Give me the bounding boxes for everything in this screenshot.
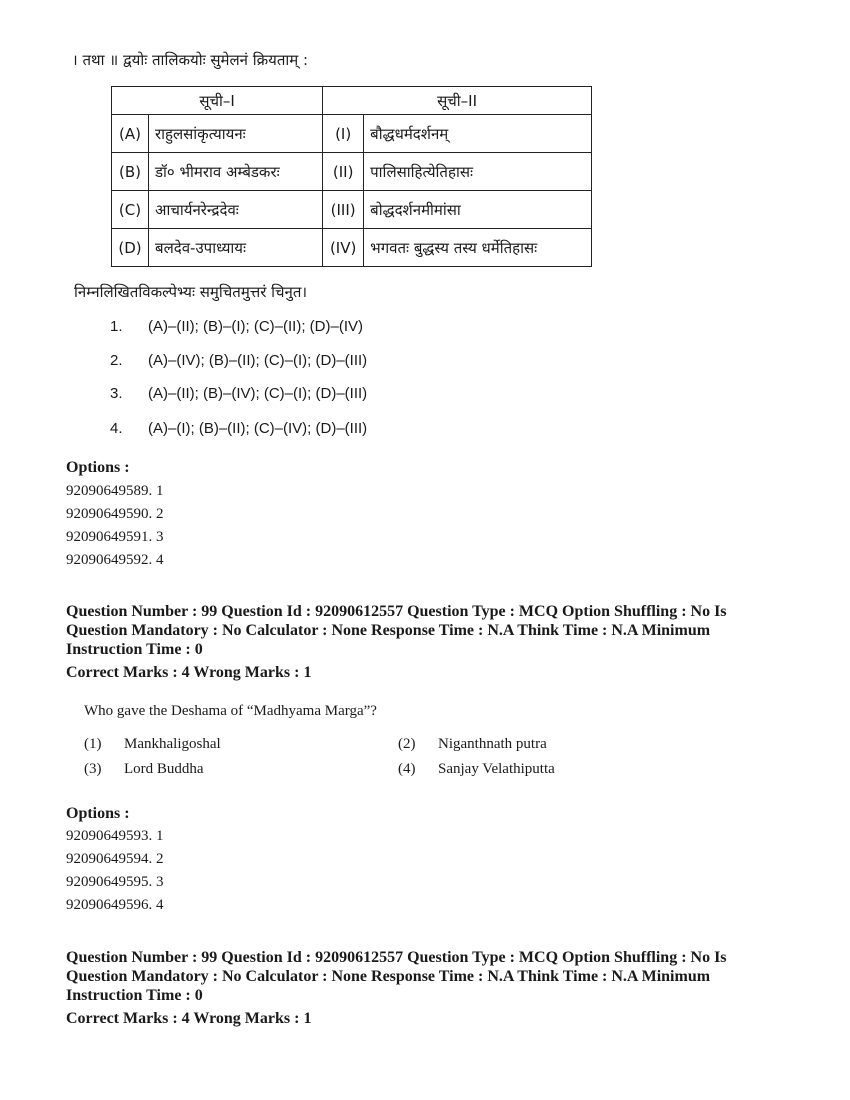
- question-option-4: [398, 761, 555, 778]
- options-label: Options :: [66, 805, 130, 822]
- option-id-line: 92090649596. 4: [66, 897, 164, 913]
- list-2-header: सूची–II: [323, 87, 592, 115]
- marks-line: Correct Marks : 4 Wrong Marks : 1: [66, 664, 312, 681]
- row-right: भगवतः बुद्धस्य तस्य धर्मेतिहासः: [364, 229, 592, 267]
- question-option-1: [84, 736, 221, 753]
- question-meta: [66, 602, 786, 682]
- row-key: (C): [112, 191, 149, 229]
- option-text: Mankhaligoshal: [124, 736, 221, 752]
- marks-line: Correct Marks : 4 Wrong Marks : 1: [66, 1010, 312, 1027]
- options-label: Options :: [66, 459, 130, 476]
- meta-line: Question Number : 99 Question Id : 92090612557 Question Type : MCQ Option Shuffling : No Is: [66, 603, 727, 620]
- row-left: बलदेव-उपाध्यायः: [149, 229, 323, 267]
- table-header-row: [112, 87, 592, 115]
- choose-instruction: निम्नलिखितविकल्पेभ्यः समुचितमुत्तरं चिनुत।: [74, 283, 308, 301]
- choice-number: 4.: [110, 420, 123, 437]
- option-number: (4): [398, 761, 416, 777]
- meta-line: Instruction Time : 0: [66, 987, 203, 1004]
- row-left: डॉ० भीमराव अम्बेडकरः: [149, 153, 323, 191]
- row-right: बौद्धधर्मदर्शनम्: [364, 115, 592, 153]
- row-key: (A): [112, 115, 149, 153]
- choice-3: [110, 385, 367, 402]
- choice-4: [110, 420, 367, 437]
- row-roman: (IV): [323, 229, 364, 267]
- row-left: राहुलसांकृत्यायनः: [149, 115, 323, 153]
- option-text: Niganthnath putra: [438, 736, 547, 752]
- choice-number: 2.: [110, 352, 123, 369]
- match-instruction: । तथा ॥ द्वयोः तालिकयोः सुमेलनं क्रियताम् :: [72, 51, 309, 69]
- meta-line: Instruction Time : 0: [66, 641, 203, 658]
- row-roman: (III): [323, 191, 364, 229]
- option-id-line: 92090649591. 3: [66, 529, 164, 545]
- meta-line: Question Number : 99 Question Id : 92090612557 Question Type : MCQ Option Shuffling : No Is: [66, 949, 727, 966]
- table-row: [112, 115, 592, 153]
- row-key: (B): [112, 153, 149, 191]
- option-id-line: 92090649589. 1: [66, 483, 164, 499]
- choice-1: [110, 318, 363, 335]
- match-table: [111, 86, 592, 267]
- option-number: (3): [84, 761, 102, 777]
- row-key: (D): [112, 229, 149, 267]
- choice-2: [110, 352, 367, 369]
- meta-line: Question Mandatory : No Calculator : None Response Time : N.A Think Time : N.A Minimum: [66, 968, 711, 985]
- question-meta: [66, 948, 786, 1028]
- option-text: Sanjay Velathiputta: [438, 761, 555, 777]
- option-number: (2): [398, 736, 416, 752]
- row-right: बोद्धदर्शनमीमांसा: [364, 191, 592, 229]
- option-id-line: 92090649595. 3: [66, 874, 164, 890]
- choice-text: (A)–(II); (B)–(I); (C)–(II); (D)–(IV): [148, 318, 363, 335]
- table-row: [112, 153, 592, 191]
- choice-text: (A)–(I); (B)–(II); (C)–(IV); (D)–(III): [148, 420, 368, 437]
- row-roman: (I): [323, 115, 364, 153]
- choice-number: 3.: [110, 385, 123, 402]
- choice-text: (A)–(II); (B)–(IV); (C)–(I); (D)–(III): [148, 385, 368, 402]
- meta-line: Question Mandatory : No Calculator : None Response Time : N.A Think Time : N.A Minimum: [66, 622, 711, 639]
- question-text: Who gave the Deshama of “Madhyama Marga”?: [84, 703, 377, 719]
- question-option-3: [84, 761, 204, 778]
- option-id-line: 92090649592. 4: [66, 552, 164, 568]
- option-number: (1): [84, 736, 102, 752]
- table-row: [112, 191, 592, 229]
- choice-text: (A)–(IV); (B)–(II); (C)–(I); (D)–(III): [148, 352, 368, 369]
- row-right: पालिसाहित्येतिहासः: [364, 153, 592, 191]
- option-id-line: 92090649590. 2: [66, 506, 164, 522]
- row-left: आचार्यनरेन्द्रदेवः: [149, 191, 323, 229]
- table-row: [112, 229, 592, 267]
- option-text: Lord Buddha: [124, 761, 204, 777]
- option-id-line: 92090649593. 1: [66, 828, 164, 844]
- question-option-2: [398, 736, 547, 753]
- choice-number: 1.: [110, 318, 123, 335]
- option-id-line: 92090649594. 2: [66, 851, 164, 867]
- row-roman: (II): [323, 153, 364, 191]
- list-1-header: सूची–I: [112, 87, 323, 115]
